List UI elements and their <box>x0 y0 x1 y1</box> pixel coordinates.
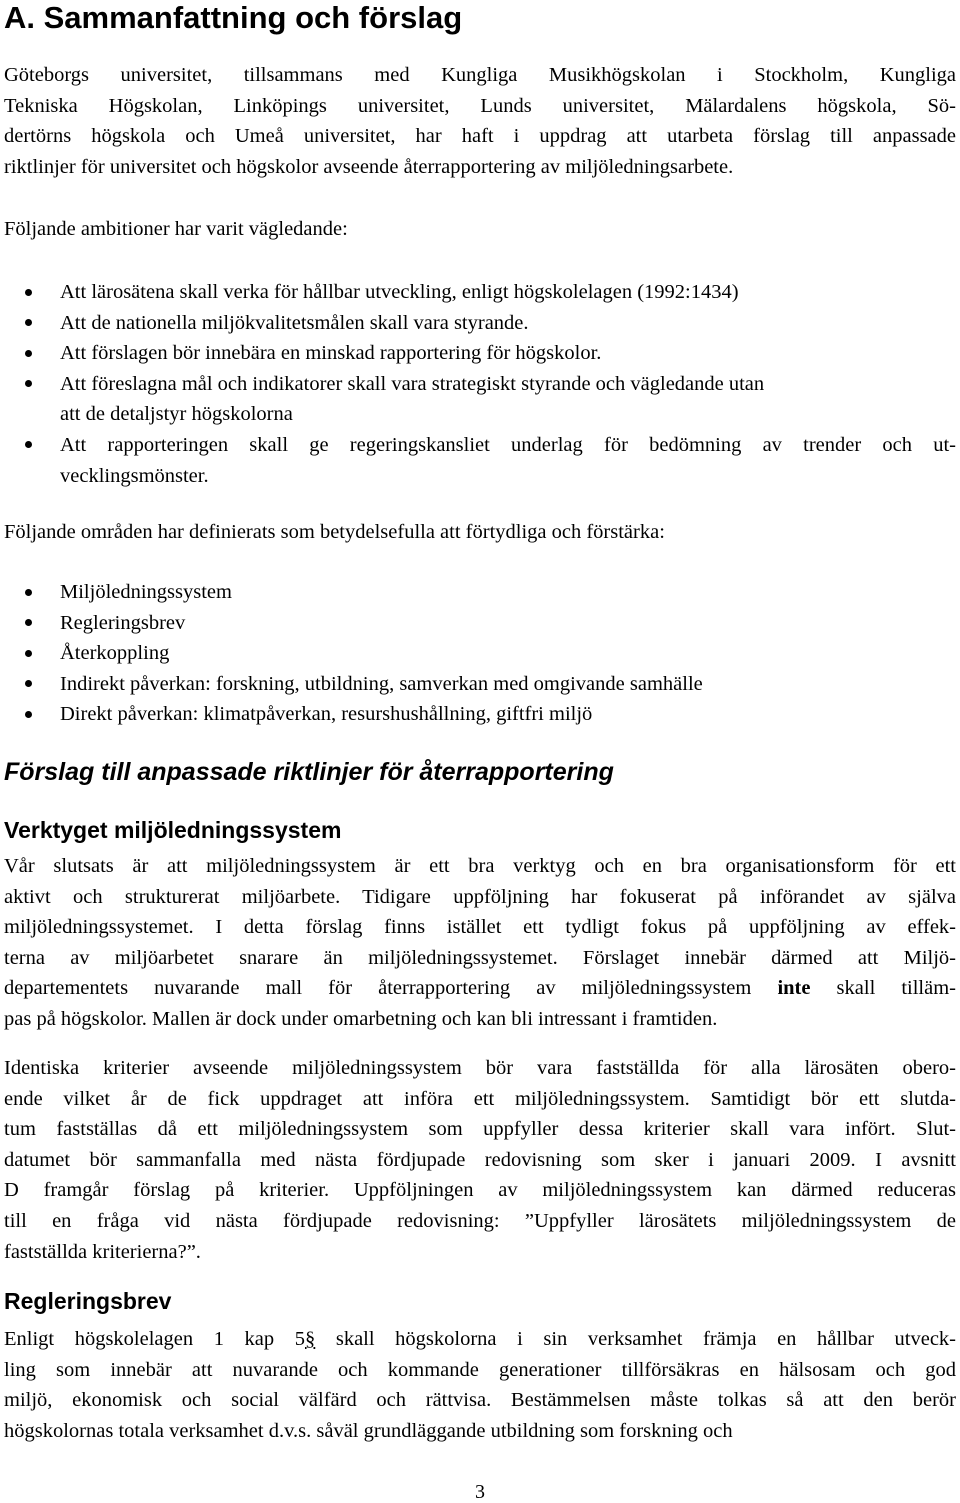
list-item: Att föreslagna mål och indikatorer skall vara strategiskt styrande och vägledande utan att de detaljstyr högskolorna <box>4 369 956 430</box>
bullet-icon <box>25 319 32 326</box>
list-item: Att rapporteringen skall ge regeringskansliet underlag för bedömning av trender och ut- vecklingsmönster. <box>4 430 956 491</box>
regleringsbrev-heading: Regleringsbrev <box>4 1288 172 1314</box>
list-item: Indirekt påverkan: forskning, utbildning, samverkan med omgivande samhälle <box>4 669 956 700</box>
ambitions-list <box>4 277 956 491</box>
list-item: Att lärosätena skall verka för hållbar utveckling, enligt högskolelagen (1992:1434) <box>4 277 956 308</box>
list-item: Direkt påverkan: klimatpåverkan, resurshushållning, giftfri miljö <box>4 699 956 730</box>
bullet-icon <box>25 650 32 657</box>
bullet-icon <box>25 680 32 687</box>
tool-heading: Verktyget miljöledningssystem <box>4 817 342 843</box>
list-item: Att förslagen bör innebära en minskad rapportering för högskolor. <box>4 338 956 369</box>
tool-paragraph-1: Vår slutsats är att miljöledningssystem är ett bra verktyg och en bra organisationsform för ett aktivt och strukturerat miljöarbete. Tidigare uppföljning har fokuserat på införandet av själva miljöledningssystemet. I detta förslag finns istället ett tydligt fokus på uppföljning av effek- terna av miljöarbetet snarare än miljöledningssystemet. Förslaget innebär därmed att Miljö- departementets nuvarande mall för återrapportering av miljöledningssystem inte skall tilläm- pas på högskolor. Mallen är dock under omarbetning och kan bli intressant i framtiden. <box>4 855 956 1030</box>
tool-paragraph-2: Identiska kriterier avseende miljöledningssystem bör vara fastställda för alla lärosäten obero- ende vilket år de fick uppdraget att införa ett miljöledningssystem. Samtidigt bör ett slutda- tum fastställas då ett miljöledningssystem som uppfyller dessa kriterier skall vara infört. Slut- datumet bör sammanfalla med nästa fördjupade redovisning som sker i januari 2009. I avsnitt D framgår förslag på kriterier. Uppföljningen av miljöledningssystem kan därmed reduceras till en fråga vid nästa fördjupade redovisning: ”Uppfyller lärosätets miljöledningssystem de fastställda kriterierna?”. <box>4 1057 956 1263</box>
intro-line: riktlinjer för universitet och högskolor avseende återrapportering av miljöledningsarbete. <box>4 155 734 178</box>
list-item: Återkoppling <box>4 638 956 669</box>
intro-paragraph <box>4 60 956 182</box>
list-item: Att de nationella miljökvalitetsmålen skall vara styrande. <box>4 308 956 339</box>
areas-heading: Följande områden har definierats som betydelsefulla att förtydliga och förstärka: <box>4 521 665 543</box>
intro-line: Göteborgs universitet, tillsammans med Kungliga Musikhögskolan i Stockholm, Kungliga <box>4 64 956 86</box>
emphasis-inte: inte <box>777 977 811 1000</box>
bullet-icon <box>25 711 32 718</box>
bullet-icon <box>25 619 32 626</box>
proposal-heading: Förslag till anpassade riktlinjer för återrapportering <box>4 758 614 786</box>
bullet-icon <box>25 350 32 357</box>
intro-line: dertörns högskola och Umeå universitet, har haft i uppdrag att utarbeta förslag till anpassade <box>4 125 956 148</box>
bullet-icon <box>25 289 32 296</box>
intro-line: Tekniska Högskolan, Linköpings universitet, Lunds universitet, Mälardalens högskola, Sö- <box>4 94 956 117</box>
bullet-icon <box>25 441 32 448</box>
areas-list <box>4 577 956 730</box>
section-title: A. Sammanfattning och förslag <box>4 0 463 35</box>
bullet-icon <box>25 380 32 387</box>
list-item: Regleringsbrev <box>4 608 956 639</box>
list-item: Miljöledningssystem <box>4 577 956 608</box>
bullet-icon <box>25 589 32 596</box>
ambitions-heading: Följande ambitioner har varit vägledande: <box>4 218 348 240</box>
regleringsbrev-paragraph: Enligt högskolelagen 1 kap 5§ skall högskolorna i sin verksamhet främja en hållbar utveck- ling som innebär att nuvarande och kommande generationer tillförsäkras en hälsosam och god miljö, ekonomisk och social välfärd och rättvisa. Bestämmelsen måste tolkas så att den berör högskolornas totala verksamhet d.v.s. såväl grundläggande utbildning som forskning och <box>4 1328 956 1442</box>
page-number: 3 <box>475 1481 485 1503</box>
